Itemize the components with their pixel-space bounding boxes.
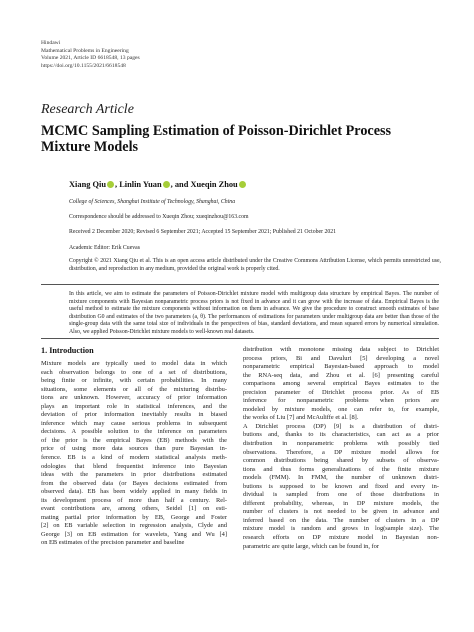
title-line: Mixture Models — [41, 139, 139, 155]
text-line: its development process of more than half a century. Rel- — [41, 496, 227, 504]
text-line: observations. Therefore, a DP mixture model allows for — [243, 448, 439, 456]
text-line: modeled by mixture models, one can refer to, for example, — [243, 405, 439, 413]
text-line: nonparametric empirical Bayesian-based approach to model — [243, 363, 439, 371]
author-list — [69, 180, 247, 189]
text-line: number of clusters is not needed to be given in advance and — [243, 508, 439, 516]
journal-name: Mathematical Problems in Engineering — [41, 47, 129, 54]
journal-header — [41, 40, 140, 70]
text-line: butions is supposed to be known and fixed and every in- — [243, 482, 439, 490]
article-type: Research Article — [41, 102, 134, 117]
text-line: of the prior is the empirical Bayes (EB) methods with the — [41, 436, 227, 444]
text-line: different probability, whereas, in DP mixture models, the — [243, 499, 439, 507]
text-line: common distributions being shared by subsets of observa- — [243, 457, 439, 465]
text-line: process priors, Bi and Davuluri [5] developing a novel — [243, 354, 439, 362]
body-column-left — [41, 360, 227, 548]
title-line: MCMC Sampling Estimation of Poisson-Dirichlet Process — [41, 123, 392, 139]
text-line: mating partial prior information by EB, George and Foster — [41, 513, 227, 521]
text-line: parametric are quite large, which can be found in, for — [243, 542, 379, 550]
text-line: from the observed data (or Bayes decisions estimated from — [41, 479, 227, 487]
text-line: precision parameter of Dirichlet process prior. As of EB — [243, 388, 439, 396]
text-line: decisions. A possible solution to the inference on parameters — [41, 428, 227, 436]
section-heading: 1. Introduction — [41, 346, 94, 355]
text-line: research efforts on DP mixture model in Bayesian non- — [243, 534, 439, 542]
text-line: comparisons among several empirical Bayes estimates to the — [243, 380, 439, 388]
publication-dates: Received 2 December 2020; Revised 6 September 2021; Accepted 15 September 2021; Published 21 October 2021 — [69, 229, 337, 235]
orcid-icon[interactable] — [163, 181, 170, 188]
text-line: inferred based on the data. The number of clusters in a DP — [243, 516, 439, 524]
publisher: Hindawi — [41, 40, 61, 46]
author-separator: , and — [170, 180, 191, 189]
text-line: inference for nonparametric problems when priors are — [243, 397, 439, 405]
author-separator: , — [115, 180, 120, 189]
body-column-right — [243, 346, 439, 551]
text-line: price of using more data sources than pure Bayesian in- — [41, 445, 227, 453]
text-line: distribution with monotone missing data subject to Dirichlet — [243, 346, 439, 353]
correspondence: Correspondence should be addressed to Xueqin Zhou; xueqinzhou@163.com — [69, 214, 249, 220]
text-line: models (FMM). In FMM, the number of unknown distri- — [243, 474, 439, 482]
text-line: Mixture models are typically used to model data in which — [41, 360, 227, 367]
author-name[interactable]: Xiang Qiu — [69, 180, 107, 189]
text-line: being finite or infinite, with certain probabilities. In many — [41, 377, 227, 385]
divider — [41, 338, 439, 339]
text-line: distribution in nonparametric problems with possibly tied — [243, 440, 439, 448]
text-line: inference which may cause serious problems in subsequent — [41, 419, 227, 427]
academic-editor: Academic Editor: Erik Cuevas — [69, 245, 140, 251]
text-line: deviation of prior information inevitably results in biased — [41, 411, 227, 419]
text-line: A Dirichlet process (DP) [9] is a distribution of distri- — [243, 422, 439, 430]
text-line: ference. EB is a kind of modern statistical analysis meth- — [41, 454, 227, 462]
author-name[interactable]: Xueqin Zhou — [190, 180, 238, 189]
text-line: situations, some elements or all of the mixturing distribu- — [41, 385, 227, 393]
text-line: evant contributions are, among others, Seidel [1] on esti- — [41, 505, 227, 513]
text-line: tions and thus forms generalizations of the finite mixture — [243, 465, 439, 473]
volume-info: Volume 2021, Article ID 6618548, 13 pages — [41, 55, 140, 62]
abstract: In this article, we aim to estimate the parameters of Poisson-Dirichlet mixture model with multigroup data structure by empirical Bayes. The number of mixture components with Bayesian nonparametric process priors is not fixed in advance and it can grow with the increase of data. Empirical Bayes is the useful method to estimate the mixture components without information on them in advance. We give the procedure to construct smooth estimates of base distribution G0 and estimates of the two parameters (a, θ). The performances of estimations for parameters under multigroup data are better than those of the single-group data with the same total size of individuals in the perspectives of bias, standard deviations, and mean squared errors by numerical simulation. Also, we applied Poisson-Dirichlet mixture models to well-known real datasets. — [69, 291, 439, 335]
author-name[interactable]: Linlin Yuan — [119, 180, 162, 189]
text-line: on EB estimates of the precision parameter and baseline — [41, 539, 185, 547]
text-line: ideas with the parameters in prior distributions estimated — [41, 471, 227, 479]
text-line: each observation belongs to one of a set of distributions, — [41, 368, 227, 376]
text-line: butions and, thanks to its characteristics, can act as a prior — [243, 431, 439, 439]
text-line: plays an important role in statistical inferences, and the — [41, 402, 227, 410]
text-line: dividual is sampled from one of those distributions in — [243, 491, 439, 499]
paper-title — [41, 123, 441, 155]
text-line: George [3] on EB estimation for wavelets, Yang and Wu [4] — [41, 530, 227, 538]
text-line: the RNA-seq data, and Zhou et al. [6] presenting careful — [243, 371, 439, 379]
text-line: the works of Liu [7] and McAuliffe et al. [8]. — [243, 414, 359, 422]
text-line: observed data). EB has been widely applied in many fields in — [41, 488, 227, 496]
orcid-icon[interactable] — [239, 181, 246, 188]
orcid-icon[interactable] — [107, 181, 114, 188]
text-line: [2] on EB variable selection in regression analysis, Clyde and — [41, 522, 227, 530]
affiliation: College of Sciences, Shanghai Institute of Technology, Shanghai, China — [69, 199, 236, 205]
text-line: mixture model is random and grows in log(sample size). The — [243, 525, 439, 533]
text-line: tions are unknown. However, accuracy of prior information — [41, 394, 227, 402]
copyright-notice: Copyright © 2021 Xiang Qiu et al. This is an open access article distributed under the Creative Commons Attribution License, which permits unrestricted use, distribution, and reproduction in any medium, provided the original work is properly cited. — [69, 258, 441, 272]
text-line: odologies that blend frequentist inference into Bayesian — [41, 462, 227, 470]
divider — [41, 284, 439, 285]
doi-link[interactable]: https://doi.org/10.1155/2021/6618548 — [41, 62, 126, 69]
